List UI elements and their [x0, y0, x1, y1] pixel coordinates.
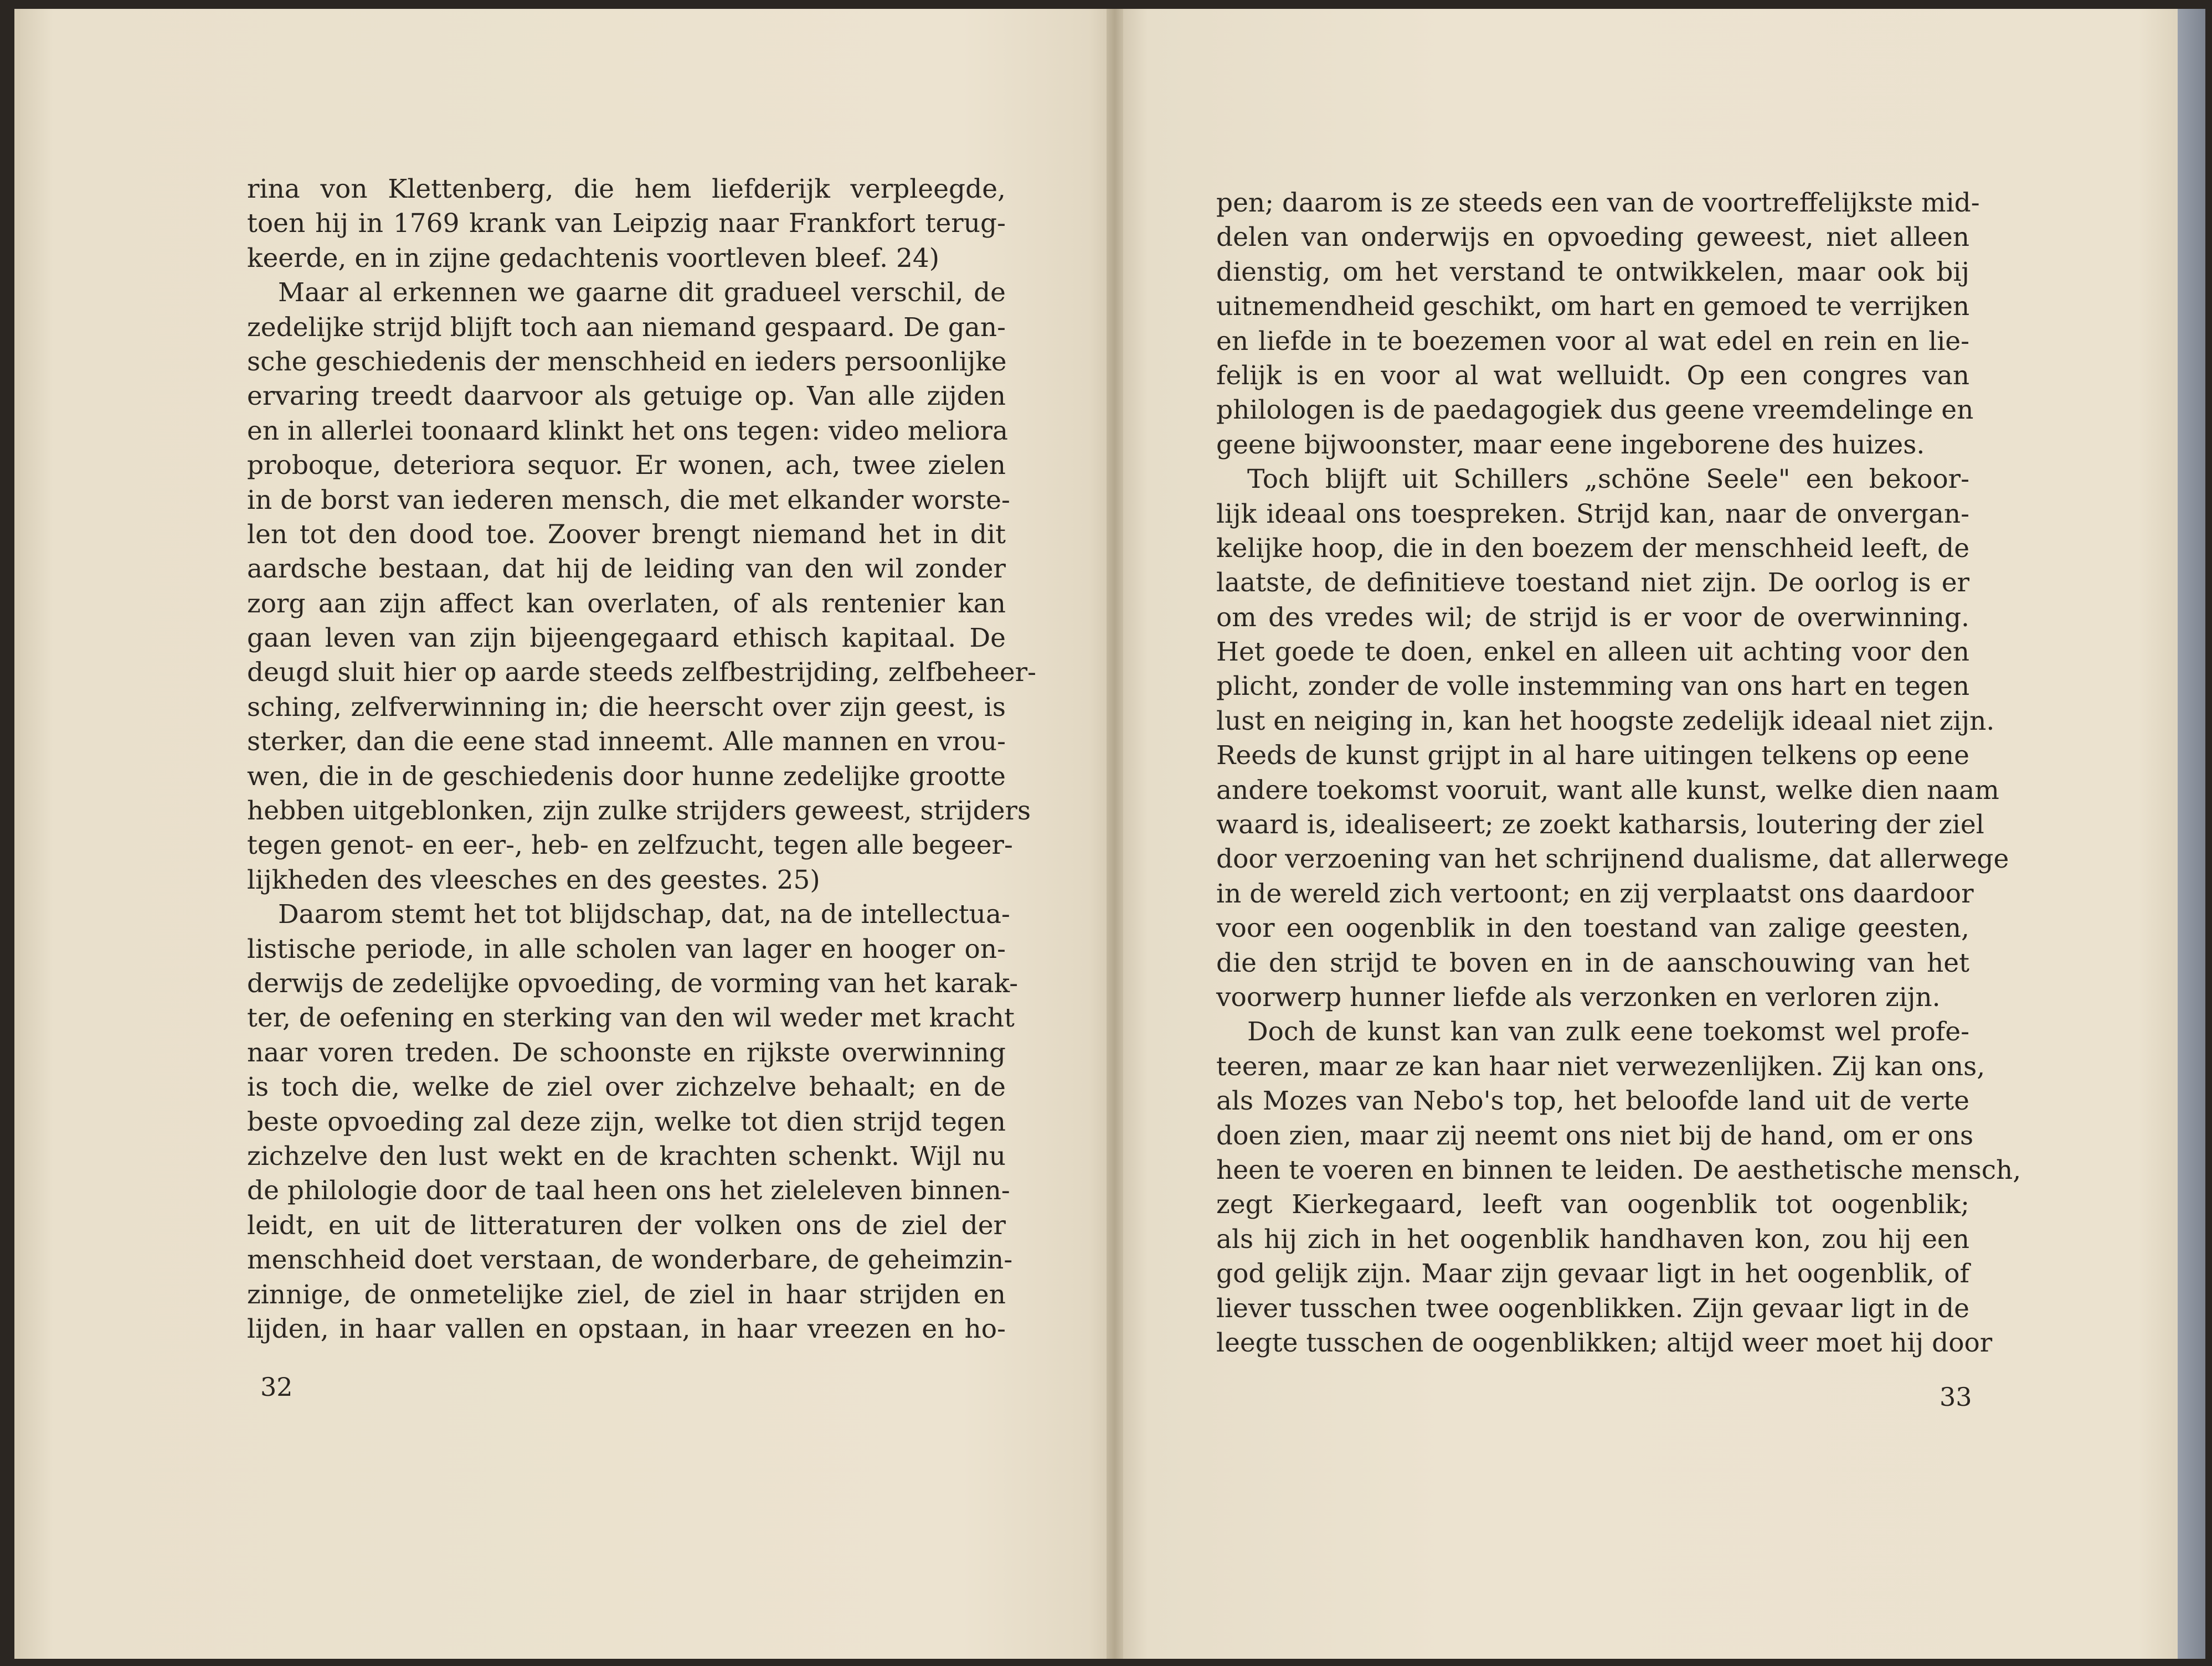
text-line: pen; daarom is ze steeds een van de voortreffelijkste mid- — [1216, 188, 1980, 218]
text-line: lust en neiging in, kan het hoogste zedelijk ideaal niet zijn. — [1216, 705, 1995, 736]
text-line: in de wereld zich vertoont; en zij verplaatst ons daardoor — [1216, 878, 1974, 909]
page-number-left: 32 — [260, 1372, 293, 1402]
text-line: dienstig, om het verstand te ontwikkelen, maar ook bij — [1216, 256, 1969, 287]
text-line: die den strijd te boven en in de aanschouwing van het — [1216, 947, 1969, 978]
text-line: teeren, maar ze kan haar niet verwezenlijken. Zij kan ons, — [1216, 1051, 1985, 1082]
text-line: plicht, zonder de volle instemming van ons hart en tegen — [1216, 671, 1970, 702]
text-line: in de borst van iederen mensch, die met elkander worste- — [247, 484, 1010, 515]
text-line: andere toekomst vooruit, want alle kunst, welke dien naam — [1216, 775, 1999, 806]
text-line: listische periode, in alle scholen van lager en hooger on- — [247, 933, 1006, 964]
text-line: menschheid doet verstaan, de wonderbare, de geheimzin- — [247, 1245, 1013, 1276]
text-line: sterker, dan die eene stad inneemt. Alle mannen en vrou- — [247, 726, 1006, 757]
text-line: lijk ideaal ons toespreken. Strijd kan, naar de onvergan- — [1216, 498, 1969, 529]
text-line: laatste, de definitieve toestand niet zijn. De oorlog is er — [1216, 568, 1969, 599]
text-line: ter, de oefening en sterking van den wil weder met kracht — [247, 1003, 1015, 1034]
text-line: delen van onderwijs en opvoeding geweest, niet alleen — [1216, 222, 1969, 253]
text-line: Toch blijft uit Schillers „schöne Seele" een bekoor- — [1247, 464, 1969, 495]
text-line: Maar al erkennen we gaarne dit gradueel verschil, de — [278, 277, 1006, 308]
text-line: Reeds de kunst grijpt in al hare uitingen telkens op eene — [1216, 740, 1969, 771]
text-line: hebben uitgeblonken, zijn zulke strijders geweest, strijders — [247, 796, 1031, 827]
text-line: derwijs de zedelijke opvoeding, de vorming van het karak- — [247, 968, 1018, 999]
text-line: sche geschiedenis der menschheid en ieders persoonlijke — [247, 346, 1007, 377]
page-number-right: 33 — [1940, 1382, 1972, 1412]
text-line: leidt, en uit de litteraturen der volken ons de ziel der — [247, 1210, 1006, 1241]
text-line: sching, zelfverwinning in; die heerscht over zijn geest, is — [247, 692, 1006, 723]
book-spine — [1107, 9, 1123, 1659]
text-line: liever tusschen twee oogenblikken. Zijn gevaar ligt in de — [1216, 1293, 1969, 1324]
left-page-text — [247, 172, 1037, 1347]
text-line: zorg aan zijn affect kan overlaten, of als rentenier kan — [247, 588, 1006, 619]
text-line: rina von Klettenberg, die hem liefderijk verpleegde, — [247, 174, 1006, 204]
text-line: Doch de kunst kan van zulk eene toekomst wel profe- — [1247, 1017, 1969, 1048]
cover-edge — [2178, 9, 2205, 1659]
text-line: proboque, deteriora sequor. Er wonen, ach, twee zielen — [247, 450, 1006, 481]
text-line: en liefde in te boezemen voor al wat edel en rein en lie- — [1216, 326, 1969, 357]
text-line: naar voren treden. De schoonste en rijkste overwinning — [247, 1037, 1006, 1068]
text-line: de philologie door de taal heen ons het zieleleven binnen- — [247, 1175, 1010, 1206]
text-line: Daarom stemt het tot blijdschap, dat, na de intellectua- — [278, 899, 1010, 930]
text-line: lijkheden des vleesches en des geestes. 25) — [247, 864, 820, 895]
text-line: zegt Kierkegaard, leeft van oogenblik tot oogenblik; — [1216, 1189, 1969, 1220]
text-line: zinnige, de onmetelijke ziel, de ziel in haar strijden en — [247, 1279, 1006, 1310]
text-line: lijden, in haar vallen en opstaan, in haar vreezen en ho- — [247, 1313, 1006, 1344]
text-line: voor een oogenblik in den toestand van zalige geesten, — [1216, 913, 1969, 944]
text-line: philologen is de paedagogiek dus geene vreemdelinge en — [1216, 395, 1974, 426]
text-line: toen hij in 1769 krank van Leipzig naar Frankfort terug- — [247, 208, 1006, 239]
text-line: gaan leven van zijn bijeengegaard ethisch kapitaal. De — [247, 623, 1006, 654]
text-line: tegen genot- en eer-, heb- en zelfzucht, tegen alle begeer- — [247, 830, 1013, 861]
text-line: god gelijk zijn. Maar zijn gevaar ligt in het oogenblik, of — [1216, 1258, 1969, 1290]
text-line: aardsche bestaan, dat hij de leiding van den wil zonder — [247, 554, 1006, 585]
text-line: felijk is en voor al wat welluidt. Op een congres van — [1216, 360, 1969, 391]
text-line: doen zien, maar zij neemt ons niet bij de hand, om er ons — [1216, 1120, 1974, 1151]
text-line: kelijke hoop, die in den boezem der menschheid leeft, de — [1216, 533, 1970, 564]
text-line: beste opvoeding zal deze zijn, welke tot dien strijd tegen — [247, 1106, 1006, 1137]
text-line: en in allerlei toonaard klinkt het ons tegen: video meliora — [247, 415, 1008, 446]
text-line: zichzelve den lust wekt en de krachten schenkt. Wijl nu — [247, 1141, 1006, 1172]
right-page-text — [1216, 186, 2021, 1360]
text-line: ervaring treedt daarvoor als getuige op. Van alle zijden — [247, 381, 1006, 412]
text-line: wen, die in de geschiedenis door hunne zedelijke grootte — [247, 761, 1006, 792]
text-line: door verzoening van het schrijnend dualisme, dat allerwege — [1216, 844, 2009, 875]
text-line: Het goede te doen, enkel en alleen uit achting voor den — [1216, 637, 1969, 668]
text-line: is toch die, welke de ziel over zichzelve behaalt; en de — [247, 1072, 1006, 1103]
text-line: len tot den dood toe. Zoover brengt niemand het in dit — [247, 519, 1006, 550]
text-line: als Mozes van Nebo's top, het beloofde land uit de verte — [1216, 1086, 1969, 1117]
text-line: waard is, idealiseert; ze zoekt katharsis, loutering der ziel — [1216, 809, 1984, 840]
text-line: geene bijwoonster, maar eene ingeborene des huizes. — [1216, 429, 1925, 460]
text-line: leegte tusschen de oogenblikken; altijd weer moet hij door — [1216, 1327, 1993, 1358]
text-line: voorwerp hunner liefde als verzonken en verloren zijn. — [1216, 982, 1941, 1013]
text-line: keerde, en in zijne gedachtenis voortleven bleef. 24) — [247, 243, 940, 274]
text-line: uitnemendheid geschikt, om hart en gemoed te verrijken — [1216, 291, 1970, 322]
text-line: zedelijke strijd blijft toch aan niemand gespaard. De gan- — [247, 312, 1006, 343]
text-line: heen te voeren en binnen te leiden. De aesthetische mensch, — [1216, 1154, 2021, 1185]
text-line: deugd sluit hier op aarde steeds zelfbestrijding, zelfbeheer- — [247, 657, 1037, 688]
text-line: om des vredes wil; de strijd is er voor de overwinning. — [1216, 602, 1969, 633]
text-line: als hij zich in het oogenblik handhaven kon, zou hij een — [1216, 1224, 1969, 1255]
